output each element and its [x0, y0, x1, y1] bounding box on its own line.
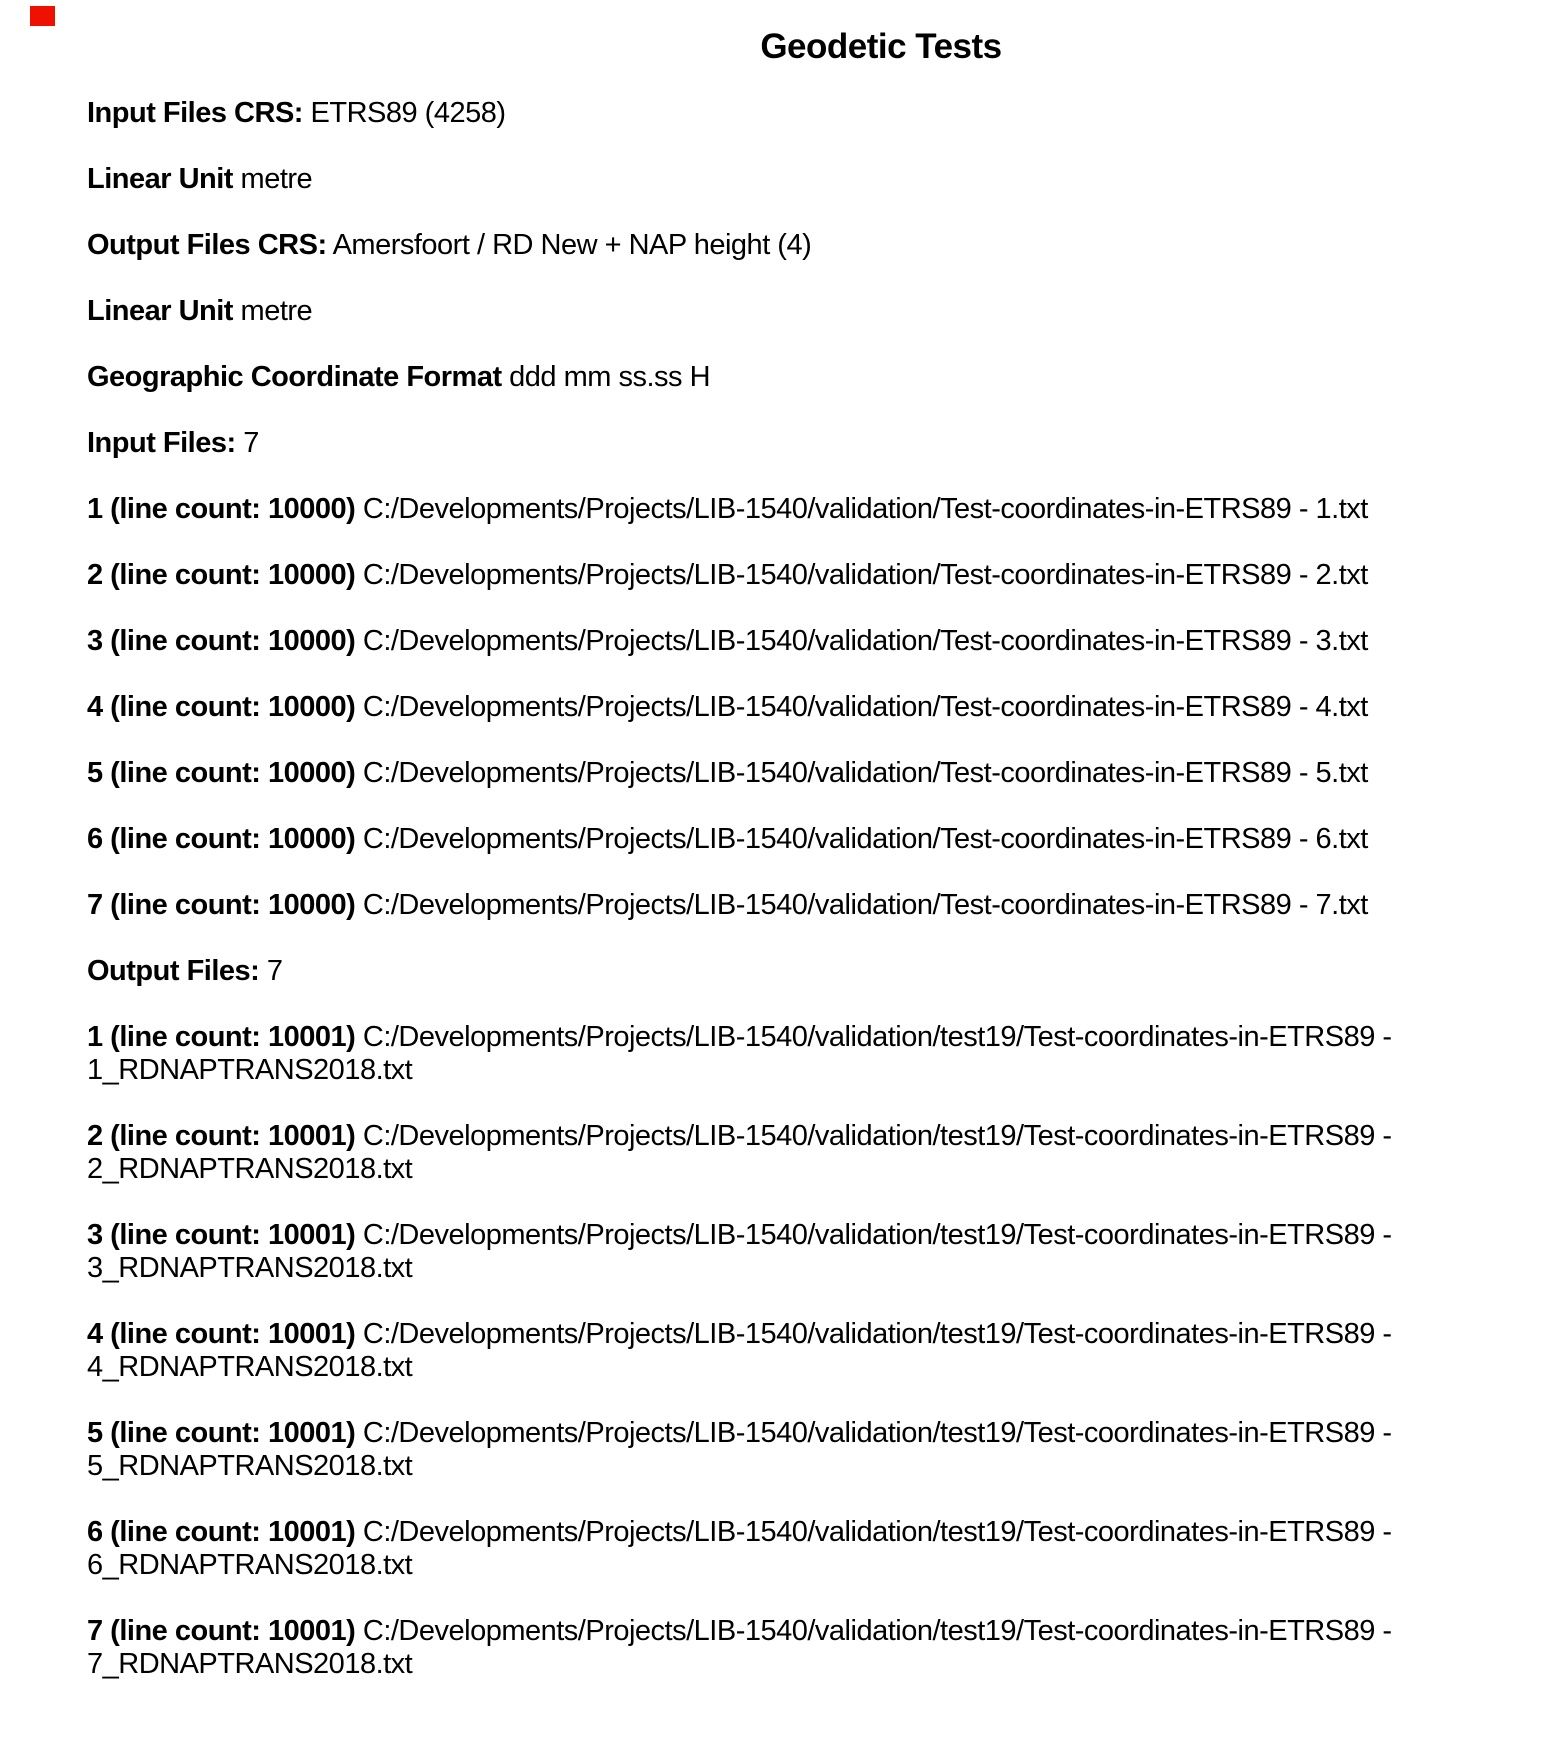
output-file-path-line1: C:/Developments/Projects/LIB-1540/validation/test19/Test-coordinates-in-ETRS89 - — [362, 1219, 1392, 1251]
input-file-label: 7 (line count: 10000) — [87, 889, 356, 921]
output-file-row — [87, 1219, 1469, 1285]
field-label: Input Files: — [87, 427, 236, 459]
output-file-row — [87, 1120, 1469, 1186]
output-file-path-line2: 1_RDNAPTRANS2018.txt — [87, 1054, 413, 1086]
output-file-path-line2: 7_RDNAPTRANS2018.txt — [87, 1648, 413, 1680]
input-file-path: C:/Developments/Projects/LIB-1540/validation/Test-coordinates-in-ETRS89 - 7.txt — [362, 889, 1368, 921]
output-file-label: 5 (line count: 10001) — [87, 1417, 356, 1449]
input-file-label: 4 (line count: 10000) — [87, 691, 356, 723]
output-file-row — [87, 1417, 1469, 1483]
output-file-label: 4 (line count: 10001) — [87, 1318, 356, 1350]
field-value: ddd mm ss.ss H — [509, 361, 711, 393]
field-value: 7 — [266, 955, 283, 987]
field-value: 7 — [243, 427, 259, 459]
field-label: Linear Unit — [87, 295, 233, 327]
output-file-path-line1: C:/Developments/Projects/LIB-1540/validation/test19/Test-coordinates-in-ETRS89 - — [362, 1615, 1392, 1647]
field-row-input-files-count — [87, 427, 1469, 460]
field-label: Linear Unit — [87, 163, 233, 195]
output-file-path-line1: C:/Developments/Projects/LIB-1540/validation/test19/Test-coordinates-in-ETRS89 - — [362, 1021, 1392, 1053]
output-file-label: 7 (line count: 10001) — [87, 1615, 356, 1647]
input-file-row — [87, 889, 1469, 922]
input-file-label: 6 (line count: 10000) — [87, 823, 356, 855]
field-row-geo-format — [87, 361, 1469, 394]
output-file-row — [87, 1615, 1469, 1681]
field-label: Output Files CRS: — [87, 229, 327, 261]
output-file-label: 6 (line count: 10001) — [87, 1516, 356, 1548]
field-value: metre — [240, 163, 313, 195]
field-label: Input Files CRS: — [87, 97, 303, 129]
input-file-label: 1 (line count: 10000) — [87, 493, 356, 525]
output-file-path-line2: 2_RDNAPTRANS2018.txt — [87, 1153, 413, 1185]
field-row-input-crs — [87, 97, 1469, 130]
output-file-label: 1 (line count: 10001) — [87, 1021, 356, 1053]
output-file-row — [87, 1318, 1469, 1384]
input-file-row — [87, 691, 1469, 724]
output-file-path-line1: C:/Developments/Projects/LIB-1540/validation/test19/Test-coordinates-in-ETRS89 - — [362, 1318, 1392, 1350]
input-file-row — [87, 757, 1469, 790]
field-row-output-files-count — [87, 955, 1469, 988]
field-label: Geographic Coordinate Format — [87, 361, 502, 393]
page-title: Geodetic Tests — [760, 27, 1002, 66]
output-file-row — [87, 1516, 1469, 1582]
output-file-path-line2: 3_RDNAPTRANS2018.txt — [87, 1252, 413, 1284]
output-file-label: 3 (line count: 10001) — [87, 1219, 356, 1251]
input-file-row — [87, 625, 1469, 658]
output-file-row — [87, 1021, 1469, 1087]
field-row-linear-unit-out — [87, 295, 1469, 328]
input-file-row — [87, 823, 1469, 856]
output-file-path-line1: C:/Developments/Projects/LIB-1540/validation/test19/Test-coordinates-in-ETRS89 - — [362, 1120, 1392, 1152]
input-file-path: C:/Developments/Projects/LIB-1540/validation/Test-coordinates-in-ETRS89 - 6.txt — [362, 823, 1368, 855]
field-value: ETRS89 (4258) — [310, 97, 506, 129]
input-file-path: C:/Developments/Projects/LIB-1540/validation/Test-coordinates-in-ETRS89 - 1.txt — [362, 493, 1368, 525]
output-file-path-line1: C:/Developments/Projects/LIB-1540/validation/test19/Test-coordinates-in-ETRS89 - — [362, 1516, 1392, 1548]
field-value: Amersfoort / RD New + NAP height (4) — [332, 229, 812, 261]
field-row-linear-unit-in — [87, 163, 1469, 196]
input-file-path: C:/Developments/Projects/LIB-1540/validation/Test-coordinates-in-ETRS89 - 5.txt — [362, 757, 1368, 789]
input-file-path: C:/Developments/Projects/LIB-1540/validation/Test-coordinates-in-ETRS89 - 3.txt — [362, 625, 1368, 657]
input-file-label: 2 (line count: 10000) — [87, 559, 356, 591]
output-file-path-line2: 5_RDNAPTRANS2018.txt — [87, 1450, 413, 1482]
input-file-path: C:/Developments/Projects/LIB-1540/validation/Test-coordinates-in-ETRS89 - 4.txt — [362, 691, 1368, 723]
field-label: Output Files: — [87, 955, 260, 987]
output-file-label: 2 (line count: 10001) — [87, 1120, 356, 1152]
output-file-path-line1: C:/Developments/Projects/LIB-1540/validation/test19/Test-coordinates-in-ETRS89 - — [362, 1417, 1392, 1449]
field-value: metre — [240, 295, 313, 327]
field-row-output-crs — [87, 229, 1469, 262]
input-file-row — [87, 493, 1469, 526]
output-file-path-line2: 4_RDNAPTRANS2018.txt — [87, 1351, 413, 1383]
input-file-path: C:/Developments/Projects/LIB-1540/validation/Test-coordinates-in-ETRS89 - 2.txt — [362, 559, 1368, 591]
output-file-path-line2: 6_RDNAPTRANS2018.txt — [87, 1549, 413, 1581]
input-file-label: 5 (line count: 10000) — [87, 757, 356, 789]
red-marker — [30, 6, 55, 26]
input-file-row — [87, 559, 1469, 592]
input-file-label: 3 (line count: 10000) — [87, 625, 356, 657]
